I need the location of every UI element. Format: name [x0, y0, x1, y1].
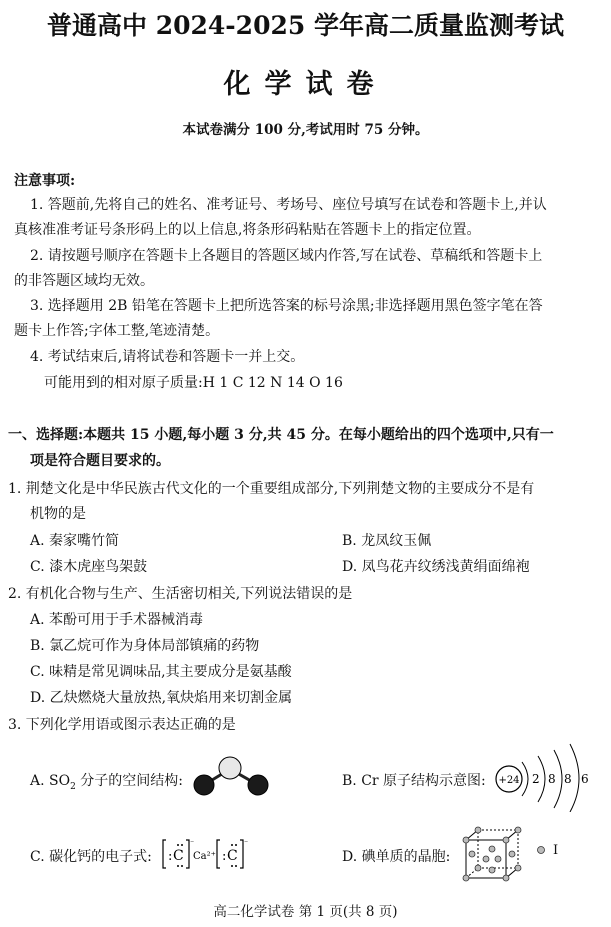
exam-info: 本试卷满分 100 分,考试用时 75 分钟。	[182, 122, 429, 138]
nucleus-charge: +24	[498, 775, 520, 786]
bracket-left-2	[217, 840, 220, 868]
q2-stem: 2. 有机化合物与生产、生活密切相关,下列说法错误的是	[8, 586, 353, 602]
q3-a-subscript: 2	[70, 781, 76, 792]
q3-a-label: A. SO	[30, 773, 71, 789]
notice-item-2a: 2. 请按题号顺序在答题卡上各题目的答题区域内作答,写在试卷、草稿纸和答题卡上	[30, 248, 543, 264]
page-footer: 高二化学试卷 第 1 页(共 8 页)	[213, 904, 398, 920]
q3-option-c: C. 碳化钙的电子式:	[30, 849, 152, 865]
q1-option-c: C. 漆木虎座鸟架鼓	[30, 559, 148, 575]
carbon-atom-1: C	[173, 848, 184, 864]
charge-1: ⁻	[190, 839, 195, 848]
subject-title: 化学试卷	[223, 69, 388, 100]
q1-option-b: B. 龙凤纹玉佩	[342, 533, 432, 549]
q3-option-b: B. Cr 原子结构示意图:	[342, 773, 486, 789]
cr-atom-structure-diagram	[492, 738, 604, 812]
atomic-masses: 可能用到的相对原子质量:H 1 C 12 N 14 O 16	[44, 375, 343, 391]
notice-item-1a: 1. 答题前,先将自己的姓名、准考证号、考场号、座位号填写在试卷和答题卡上,并认	[30, 197, 547, 213]
bracket-right-2	[240, 840, 243, 868]
charge-2: ⁻	[244, 839, 249, 848]
q1-option-d: D. 凤鸟花卉纹绣浅黄绢面绵袍	[342, 559, 530, 575]
shell-count-2: 8	[548, 772, 556, 786]
q3-option-a	[30, 770, 183, 792]
bracket-left-1	[163, 840, 166, 868]
q3-a-label-end: 分子的空间结构:	[75, 773, 183, 789]
notice-item-3b: 题卡上作答;字体工整,笔迹清楚。	[14, 323, 220, 339]
section-line-2: 项是符合题目要求的。	[30, 453, 170, 469]
section-line-1: 一、选择题:本题共 15 小题,每小题 3 分,共 45 分。在每小题给出的四个选项中,只有一	[8, 427, 554, 443]
iodine-legend-label: I	[553, 843, 559, 858]
notice-heading: 注意事项:	[14, 173, 76, 189]
shell-count-4: 6	[581, 772, 589, 786]
calcium-ion: Ca²⁺	[193, 851, 216, 862]
notice-item-1b: 真核准准考证号条形码上的以上信息,将条形码粘贴在答题卡上的指定位置。	[14, 222, 481, 238]
q2-option-b: B. 氯乙烷可作为身体局部镇痛的药物	[30, 638, 260, 654]
so2-molecule-model	[186, 752, 276, 802]
oxygen-atom-right	[248, 775, 268, 795]
exam-title: 普通高中 2024-2025 学年高二质量监测考试	[47, 11, 564, 40]
q2-option-a: A. 苯酚可用于手术器械消毒	[30, 612, 204, 628]
q1-stem-2: 机物的是	[30, 506, 86, 522]
iodine-atom-legend-icon	[536, 845, 546, 855]
q2-option-c: C. 味精是常见调味品,其主要成分是氨基酸	[30, 664, 292, 680]
q3-option-d: D. 碘单质的晶胞:	[342, 849, 451, 865]
q3-stem: 3. 下列化学用语或图示表达正确的是	[8, 717, 236, 733]
shell-count-3: 8	[564, 772, 572, 786]
carbon-atom-2: C	[227, 848, 238, 864]
q2-option-d: D. 乙炔燃烧大量放热,氧炔焰用来切割金属	[30, 690, 293, 706]
notice-item-4: 4. 考试结束后,请将试卷和答题卡一并上交。	[30, 349, 305, 365]
shell-arc-1	[522, 762, 528, 796]
iodine-unit-cell	[460, 826, 526, 882]
q1-option-a: A. 秦家嘴竹简	[30, 533, 120, 549]
oxygen-atom-left	[194, 775, 214, 795]
dot-left-2: :	[222, 849, 227, 864]
notice-item-3a: 3. 选择题用 2B 铅笔在答题卡上把所选答案的标号涂黑;非选择题用黑色签字笔在答	[30, 298, 543, 314]
cac2-electron-formula	[160, 836, 252, 872]
sulfur-atom	[219, 757, 241, 779]
q1-stem-1: 1. 荆楚文化是中华民族古代文化的一个重要组成部分,下列荆楚文物的主要成分不是有	[8, 481, 535, 497]
notice-item-2b: 的非答题区域均无效。	[14, 273, 154, 289]
bracket-right-1	[186, 840, 189, 868]
dot-left-1: :	[168, 849, 173, 864]
shell-count-1: 2	[532, 772, 540, 786]
